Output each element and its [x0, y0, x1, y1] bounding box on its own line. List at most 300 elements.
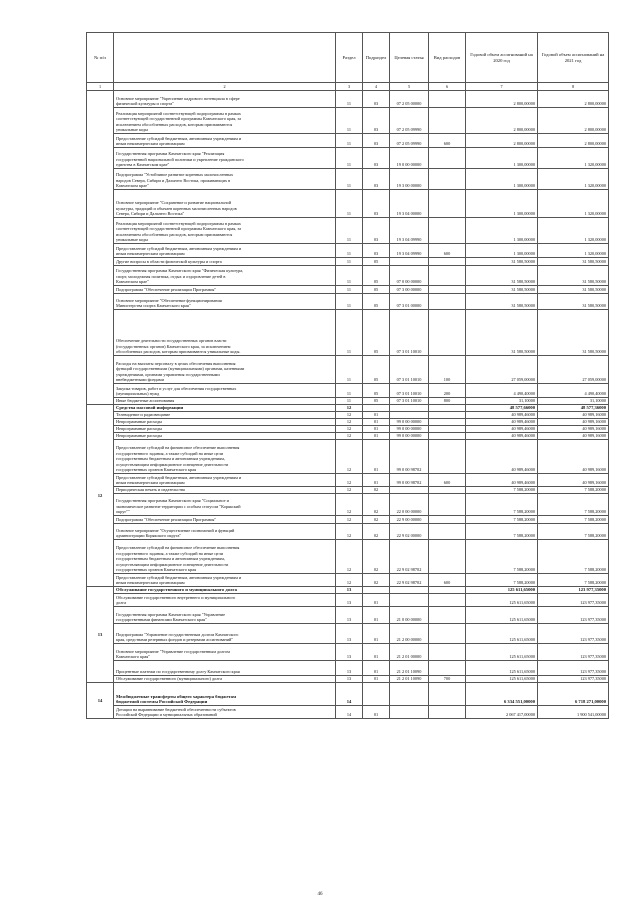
item-name-line: Государственная программа Камчатского края "Физическая культура, [116, 268, 244, 274]
item-name-line: физической культуры и спорта" [116, 101, 174, 107]
item-name-cell [114, 134, 336, 148]
target-article-cell: 21 2 01 10090 [390, 676, 429, 683]
item-name-line: Подпрограмма "Управление государственным долгом Камчатского [116, 631, 239, 637]
section-cell: 11 [336, 356, 363, 384]
amount-2020-cell: 1 300,00000 [466, 244, 538, 258]
item-name-cell [114, 398, 336, 405]
subsection-cell: 01 [363, 412, 390, 419]
table-row [87, 587, 609, 594]
subsection-cell: 05 [363, 356, 390, 384]
target-article-cell: 21 2 01 00000 [390, 644, 429, 661]
item-name-line: Государственная программа Камчатского края "Реализация [116, 151, 225, 157]
column-number: 3 [336, 83, 363, 91]
section-cell: 11 [336, 258, 363, 266]
subsection-cell: 02 [363, 524, 390, 540]
item-name-cell [114, 644, 336, 661]
table-row [87, 607, 609, 624]
section-cell: 12 [336, 494, 363, 516]
target-article-cell: 99 0 00 00000 [390, 433, 429, 440]
item-name-cell [114, 258, 336, 266]
item-name-line: Другие вопросы в области физической культуры и спорта [116, 259, 222, 265]
expense-type-cell [429, 683, 466, 706]
amount-2020-cell: 40 989,46000 [466, 433, 538, 440]
amount-2021-cell: 123 977,35000 [538, 607, 609, 624]
item-name-line: экономическое развитие территории с особым статусом "Корякский [116, 503, 241, 509]
section-cell: 11 [336, 310, 363, 356]
amount-2020-cell: 31 580,50000 [466, 310, 538, 356]
subsection-cell: 01 [363, 644, 390, 661]
item-name-line: иным некоммерческим организациям [116, 480, 185, 486]
expense-type-cell [429, 644, 466, 661]
item-name-line: функций государственными (муниципальными) органами, казенными [116, 366, 245, 372]
amount-2021-cell: 7 588,20000 [538, 516, 609, 524]
amount-2021-cell: 40 989,16000 [538, 412, 609, 419]
item-name-cell [114, 683, 336, 706]
amount-2020-cell: 4 490,40000 [466, 384, 538, 398]
section-cell: 12 [336, 540, 363, 574]
column-number: 2 [114, 83, 336, 91]
table-row [87, 384, 609, 398]
item-name-cell [114, 433, 336, 440]
item-name-line: Предоставление субсидий бюджетным, автономным учреждениям и [116, 135, 242, 141]
subsection-cell: 03 [363, 134, 390, 148]
amount-2021-cell: 123 977,35000 [538, 661, 609, 676]
section-cell: 12 [336, 574, 363, 587]
item-name-line: культуры, традиций и обычаев коренных малочисленных народов [116, 205, 237, 211]
section-cell: 11 [336, 218, 363, 244]
item-name-line: государственного задания, а также субсидий на иные цели [116, 450, 224, 456]
amount-2021-cell: 31 580,50000 [538, 258, 609, 266]
table-row [87, 169, 609, 190]
amount-2021-cell: 31 580,50000 [538, 294, 609, 310]
amount-2020-cell: 31 580,50000 [466, 266, 538, 286]
column-number: 5 [390, 83, 429, 91]
target-article-cell: 22 9 02 98702 [390, 540, 429, 574]
item-name-line: Реализация мероприятий соответствующей подпрограммы в рамках [116, 220, 241, 226]
expense-type-cell [429, 405, 466, 412]
amount-2020-cell: 40 989,46000 [466, 412, 538, 419]
target-article-cell [390, 683, 429, 706]
target-article-cell [390, 587, 429, 594]
table-header [87, 33, 609, 91]
item-name-line: Камчатского края" [116, 654, 150, 660]
item-name-line: Иные бюджетные ассигнования [116, 398, 175, 404]
amount-2020-cell: 2 067 417,00000 [466, 706, 538, 719]
amount-2021-cell: 123 977,35000 [538, 587, 609, 594]
amount-2020-cell: 125 611,65000 [466, 624, 538, 644]
header-subsection: Подраздел [363, 33, 390, 83]
subsection-cell: 03 [363, 218, 390, 244]
amount-2021-cell: 31 580,50000 [538, 266, 609, 286]
target-article-cell: 21 0 00 00000 [390, 607, 429, 624]
amount-2021-cell: 2 800,00000 [538, 134, 609, 148]
amount-2021-cell: 48 577,36000 [538, 405, 609, 412]
item-name-cell [114, 218, 336, 244]
subsection-cell: 01 [363, 419, 390, 426]
expense-type-cell [429, 516, 466, 524]
amount-2020-cell: 1 300,00000 [466, 190, 538, 218]
table-row [87, 494, 609, 516]
amount-2020-cell: 7 588,20000 [466, 574, 538, 587]
expense-type-cell [429, 706, 466, 719]
table-row [87, 412, 609, 419]
target-article-cell: 07 3 01 00000 [390, 294, 429, 310]
subsection-cell: 03 [363, 190, 390, 218]
item-name-line: спорт, молодежная политика, отдых и оздоровление детей в [116, 273, 226, 279]
amount-2020-cell: 125 611,65000 [466, 607, 538, 624]
item-name-line: Реализация мероприятий соответствующей подпрограммы в рамках [116, 110, 241, 116]
subsection-cell: 05 [363, 384, 390, 398]
amount-2021-cell: 40 989,16000 [538, 474, 609, 487]
table-row [87, 706, 609, 719]
item-name-line: (государственных органов) Камчатского края, за исключением [116, 343, 231, 349]
item-name-line: обособленных расходов, которым присваиваются уникальные коды. [116, 349, 241, 355]
item-name-line: Предоставление субсидий на финансовое обеспечение выполнения [116, 545, 240, 551]
item-name-line: Предоставление субсидий на финансовое обеспечение выполнения [116, 445, 240, 451]
item-name-line: государственных органов Камчатского края [116, 567, 197, 573]
item-name-line: Основное мероприятие "Осуществление полномочий и функций [116, 527, 235, 533]
item-name-line: Периодическая печать и издательства [116, 487, 185, 493]
row-number-cell: 12 [87, 405, 114, 587]
section-cell: 11 [336, 266, 363, 286]
amount-2020-cell: 1 300,00000 [466, 148, 538, 169]
amount-2020-cell: 6 334 551,00000 [466, 683, 538, 706]
section-cell: 12 [336, 433, 363, 440]
item-name-cell [114, 294, 336, 310]
section-cell: 12 [336, 474, 363, 487]
table-row [87, 190, 609, 218]
section-cell: 14 [336, 683, 363, 706]
table-row [87, 683, 609, 706]
column-number: 1 [87, 83, 114, 91]
item-name-line: Предоставление субсидий бюджетным, автономным учреждениям и [116, 574, 242, 580]
item-name-cell [114, 310, 336, 356]
item-name-line: администрации Корякского округа" [116, 533, 182, 539]
subsection-cell: 05 [363, 266, 390, 286]
item-name-cell [114, 108, 336, 134]
expense-type-cell [429, 148, 466, 169]
item-name-line: осуществляющим информационное освещение деятельности [116, 461, 229, 467]
expense-type-cell [429, 624, 466, 644]
expense-type-cell [429, 218, 466, 244]
target-article-cell: 07 2 05 00000 [390, 91, 429, 108]
target-article-cell: 22 0 00 00000 [390, 494, 429, 516]
section-cell: 11 [336, 190, 363, 218]
amount-2021-cell: 7 588,20000 [538, 540, 609, 574]
amount-2020-cell: 31 580,50000 [466, 294, 538, 310]
subsection-cell: 05 [363, 286, 390, 294]
amount-2020-cell: 125 611,65000 [466, 661, 538, 676]
item-name-line: государственных органов Камчатского края [116, 467, 197, 473]
expense-type-cell [429, 494, 466, 516]
header-amount-2020: Годовой объем ассигнований на 2020 год [466, 33, 538, 83]
item-name-cell [114, 540, 336, 574]
subsection-cell: 05 [363, 258, 390, 266]
amount-2020-cell: 2 800,00000 [466, 108, 538, 134]
table-body [87, 91, 609, 719]
table-row [87, 286, 609, 294]
section-cell: 11 [336, 294, 363, 310]
expense-type-cell [429, 540, 466, 574]
item-name-line: округ"" [116, 509, 130, 515]
item-name-line: государственной национальной политики и укрепление гражданского [116, 156, 244, 162]
table-row [87, 474, 609, 487]
item-name-cell [114, 661, 336, 676]
expense-type-cell [429, 266, 466, 286]
item-name-cell [114, 286, 336, 294]
item-name-line: Непрограммные расходы [116, 433, 163, 439]
section-cell: 14 [336, 706, 363, 719]
section-cell: 12 [336, 405, 363, 412]
amount-2020-cell: 1 300,00000 [466, 218, 538, 244]
expense-type-cell [429, 108, 466, 134]
item-name-cell [114, 594, 336, 607]
item-name-line: государственным бюджетным и автономным учреждениям, [116, 556, 225, 562]
row-number-cell: 13 [87, 587, 114, 683]
column-number: 4 [363, 83, 390, 91]
target-article-cell: 99 0 00 98702 [390, 474, 429, 487]
subsection-cell: 05 [363, 398, 390, 405]
table-row [87, 594, 609, 607]
item-name-cell [114, 419, 336, 426]
section-cell: 12 [336, 419, 363, 426]
section-cell: 13 [336, 644, 363, 661]
expense-type-cell: 200 [429, 384, 466, 398]
table-row [87, 294, 609, 310]
amount-2021-cell: 1 320,00000 [538, 190, 609, 218]
amount-2020-cell: 125 611,65000 [466, 594, 538, 607]
section-cell: 11 [336, 148, 363, 169]
target-article-cell [390, 412, 429, 419]
subsection-cell: 01 [363, 440, 390, 474]
subsection-cell: 03 [363, 169, 390, 190]
target-article-cell: 22 9 02 00000 [390, 524, 429, 540]
section-cell: 11 [336, 398, 363, 405]
item-name-cell [114, 494, 336, 516]
table-row [87, 266, 609, 286]
subsection-cell: 03 [363, 244, 390, 258]
target-article-cell: 19 3 04 09990 [390, 218, 429, 244]
expense-type-cell [429, 524, 466, 540]
expense-type-cell [429, 190, 466, 218]
item-name-line: Подпрограмма "Обеспечение реализации Программы" [116, 287, 217, 293]
item-name-line: уникальные коды [116, 237, 148, 243]
section-cell: 12 [336, 524, 363, 540]
expense-type-cell [429, 594, 466, 607]
subsection-cell: 03 [363, 91, 390, 108]
table-row [87, 398, 609, 405]
expense-type-cell [429, 286, 466, 294]
target-article-cell [390, 594, 429, 607]
target-article-cell: 99 0 00 98702 [390, 440, 429, 474]
expense-type-cell [429, 412, 466, 419]
section-cell: 12 [336, 440, 363, 474]
amount-2021-cell: 7 588,20000 [538, 494, 609, 516]
expense-type-cell: 600 [429, 244, 466, 258]
row-number-cell [87, 91, 114, 405]
item-name-cell [114, 244, 336, 258]
section-cell: 12 [336, 487, 363, 494]
header-name [114, 33, 336, 83]
table-row [87, 426, 609, 433]
item-name-cell [114, 169, 336, 190]
subsection-cell: 01 [363, 474, 390, 487]
target-article-cell [390, 487, 429, 494]
table-row [87, 661, 609, 676]
table-row [87, 148, 609, 169]
table-row [87, 440, 609, 474]
expense-type-cell [429, 433, 466, 440]
item-name-line: Предоставление субсидий бюджетным, автономным учреждениям и [116, 245, 242, 251]
item-name-line: народов Севера, Сибири и Дальнего Востока, проживающих в [116, 177, 231, 183]
table-row [87, 405, 609, 412]
item-name-cell [114, 266, 336, 286]
amount-2021-cell: 2 800,00000 [538, 91, 609, 108]
expense-type-cell [429, 440, 466, 474]
subsection-cell [363, 683, 390, 706]
section-cell: 12 [336, 412, 363, 419]
item-name-line: Расходы на выплаты персоналу в целях обеспечения выполнения [116, 360, 236, 366]
item-name-line: государственными финансами Камчатского края" [116, 617, 207, 623]
target-article-cell: 19 3 04 00000 [390, 190, 429, 218]
item-name-line: государственным бюджетным и автономным учреждениям, [116, 456, 225, 462]
section-cell: 11 [336, 244, 363, 258]
subsection-cell: 01 [363, 676, 390, 683]
item-name-line: Российской Федерации и муниципальных образований [116, 712, 217, 718]
subsection-cell: 03 [363, 108, 390, 134]
target-article-cell: 07 2 05 09990 [390, 134, 429, 148]
item-name-cell [114, 587, 336, 594]
expense-type-cell: 600 [429, 134, 466, 148]
item-name-cell [114, 676, 336, 683]
subsection-cell: 02 [363, 574, 390, 587]
amount-2021-cell: 40 989,16000 [538, 433, 609, 440]
item-name-line: Предоставление субсидий бюджетным, автономным учреждениям и [116, 474, 242, 480]
target-article-cell: 21 2 01 10090 [390, 661, 429, 676]
section-cell: 12 [336, 516, 363, 524]
table-row [87, 676, 609, 683]
item-name-line: учреждениями, органами управления государственными [116, 371, 220, 377]
target-article-cell: 07 2 05 09990 [390, 108, 429, 134]
amount-2021-cell: 40 989,16000 [538, 440, 609, 474]
item-name-line: иным некоммерческим организациям [116, 580, 185, 586]
amount-2021-cell: 1 320,00000 [538, 148, 609, 169]
amount-2021-cell: 123 977,35000 [538, 624, 609, 644]
item-name-line: Министерства спорта Камчатского края" [116, 303, 191, 309]
amount-2020-cell: 7 588,20000 [466, 524, 538, 540]
amount-2020-cell: 2 800,00000 [466, 91, 538, 108]
section-cell: 13 [336, 587, 363, 594]
table-row [87, 540, 609, 574]
expense-type-cell [429, 607, 466, 624]
amount-2021-cell: 7 588,20000 [538, 487, 609, 494]
amount-2020-cell: 125 611,65000 [466, 676, 538, 683]
item-name-line: Дотации на выравнивание бюджетной обеспеченности субъектов [116, 706, 236, 712]
item-name-cell [114, 524, 336, 540]
section-cell: 13 [336, 594, 363, 607]
subsection-cell: 01 [363, 624, 390, 644]
amount-2021-cell: 1 320,00000 [538, 244, 609, 258]
table-row [87, 433, 609, 440]
amount-2021-cell: 31 580,50000 [538, 286, 609, 294]
item-name-line: Камчатском крае" [116, 183, 149, 189]
item-name-line: иным некоммерческим организациям [116, 251, 185, 257]
item-name-line: Межбюджетные трансферты общего характера бюджетам [116, 693, 237, 699]
amount-2020-cell: 31 580,50000 [466, 258, 538, 266]
item-name-line: иным некоммерческим организациям [116, 141, 185, 147]
item-name-line: Непрограммные расходы [116, 426, 163, 432]
item-name-line: Государственная программа Камчатского края "Социальное и [116, 498, 229, 504]
amount-2021-cell: 123 977,35000 [538, 676, 609, 683]
item-name-line: Обслуживание государственного и муниципального долга [116, 587, 237, 593]
item-name-line: Основное мероприятие "Укрепление кадрового потенциала в сфере [116, 95, 240, 101]
item-name-line: уникальные коды [116, 127, 148, 133]
table-row [87, 108, 609, 134]
item-name-line: Непрограммные расходы [116, 419, 163, 425]
item-name-line: края, средствами резервных фондов и резервами ассигнований" [116, 637, 234, 643]
expense-type-cell: 600 [429, 474, 466, 487]
subsection-cell: 03 [363, 148, 390, 169]
column-number: 8 [538, 83, 609, 91]
item-name-cell [114, 91, 336, 108]
item-name-line: Севера, Сибири и Дальнего Востока" [116, 211, 185, 217]
subsection-cell: 05 [363, 310, 390, 356]
expense-type-cell [429, 258, 466, 266]
amount-2020-cell: 7 588,20000 [466, 516, 538, 524]
target-article-cell [390, 706, 429, 719]
item-name-line: исключением обособленных расходов, которым присваиваются [116, 121, 233, 127]
header-amount-2021: Годовой объем ассигнований на 2021 год [538, 33, 609, 83]
section-cell: 11 [336, 134, 363, 148]
item-name-cell [114, 516, 336, 524]
expense-type-cell [429, 419, 466, 426]
amount-2020-cell: 31 580,50000 [466, 286, 538, 294]
table-row [87, 356, 609, 384]
item-name-line: Средства массовой информации [116, 405, 184, 411]
target-article-cell: 19 0 00 00000 [390, 148, 429, 169]
target-article-cell: 19 3 00 00000 [390, 169, 429, 190]
subsection-cell: 01 [363, 594, 390, 607]
item-name-cell [114, 574, 336, 587]
target-article-cell: 07 3 01 10010 [390, 398, 429, 405]
item-name-line: Основное мероприятие "Сохранение и развитие национальной [116, 200, 232, 206]
item-name-line: единства в Камчатском крае" [116, 162, 170, 168]
amount-2020-cell: 125 611,65000 [466, 587, 538, 594]
item-name-line: соответствующей государственной программы Камчатского края, за [116, 226, 241, 232]
section-cell: 13 [336, 676, 363, 683]
item-name-line: соответствующей государственной программы Камчатского края, за [116, 116, 241, 122]
header-expense-type: Вид расходов [429, 33, 466, 83]
amount-2021-cell: 27 059,00000 [538, 356, 609, 384]
table-row [87, 91, 609, 108]
table-row [87, 258, 609, 266]
table-row [87, 310, 609, 356]
table-row [87, 516, 609, 524]
expense-type-cell [429, 169, 466, 190]
expense-type-cell: 100 [429, 356, 466, 384]
target-article-cell: 07 3 01 10010 [390, 384, 429, 398]
target-article-cell: 07 3 00 00000 [390, 286, 429, 294]
section-cell: 11 [336, 108, 363, 134]
table-row [87, 644, 609, 661]
expense-type-cell [429, 426, 466, 433]
header-section: Раздел [336, 33, 363, 83]
expense-type-cell: 600 [429, 574, 466, 587]
amount-2021-cell: 6 718 271,00000 [538, 683, 609, 706]
subsection-cell: 02 [363, 494, 390, 516]
subsection-cell: 02 [363, 540, 390, 574]
item-name-line: Камчатском крае" [116, 279, 149, 285]
